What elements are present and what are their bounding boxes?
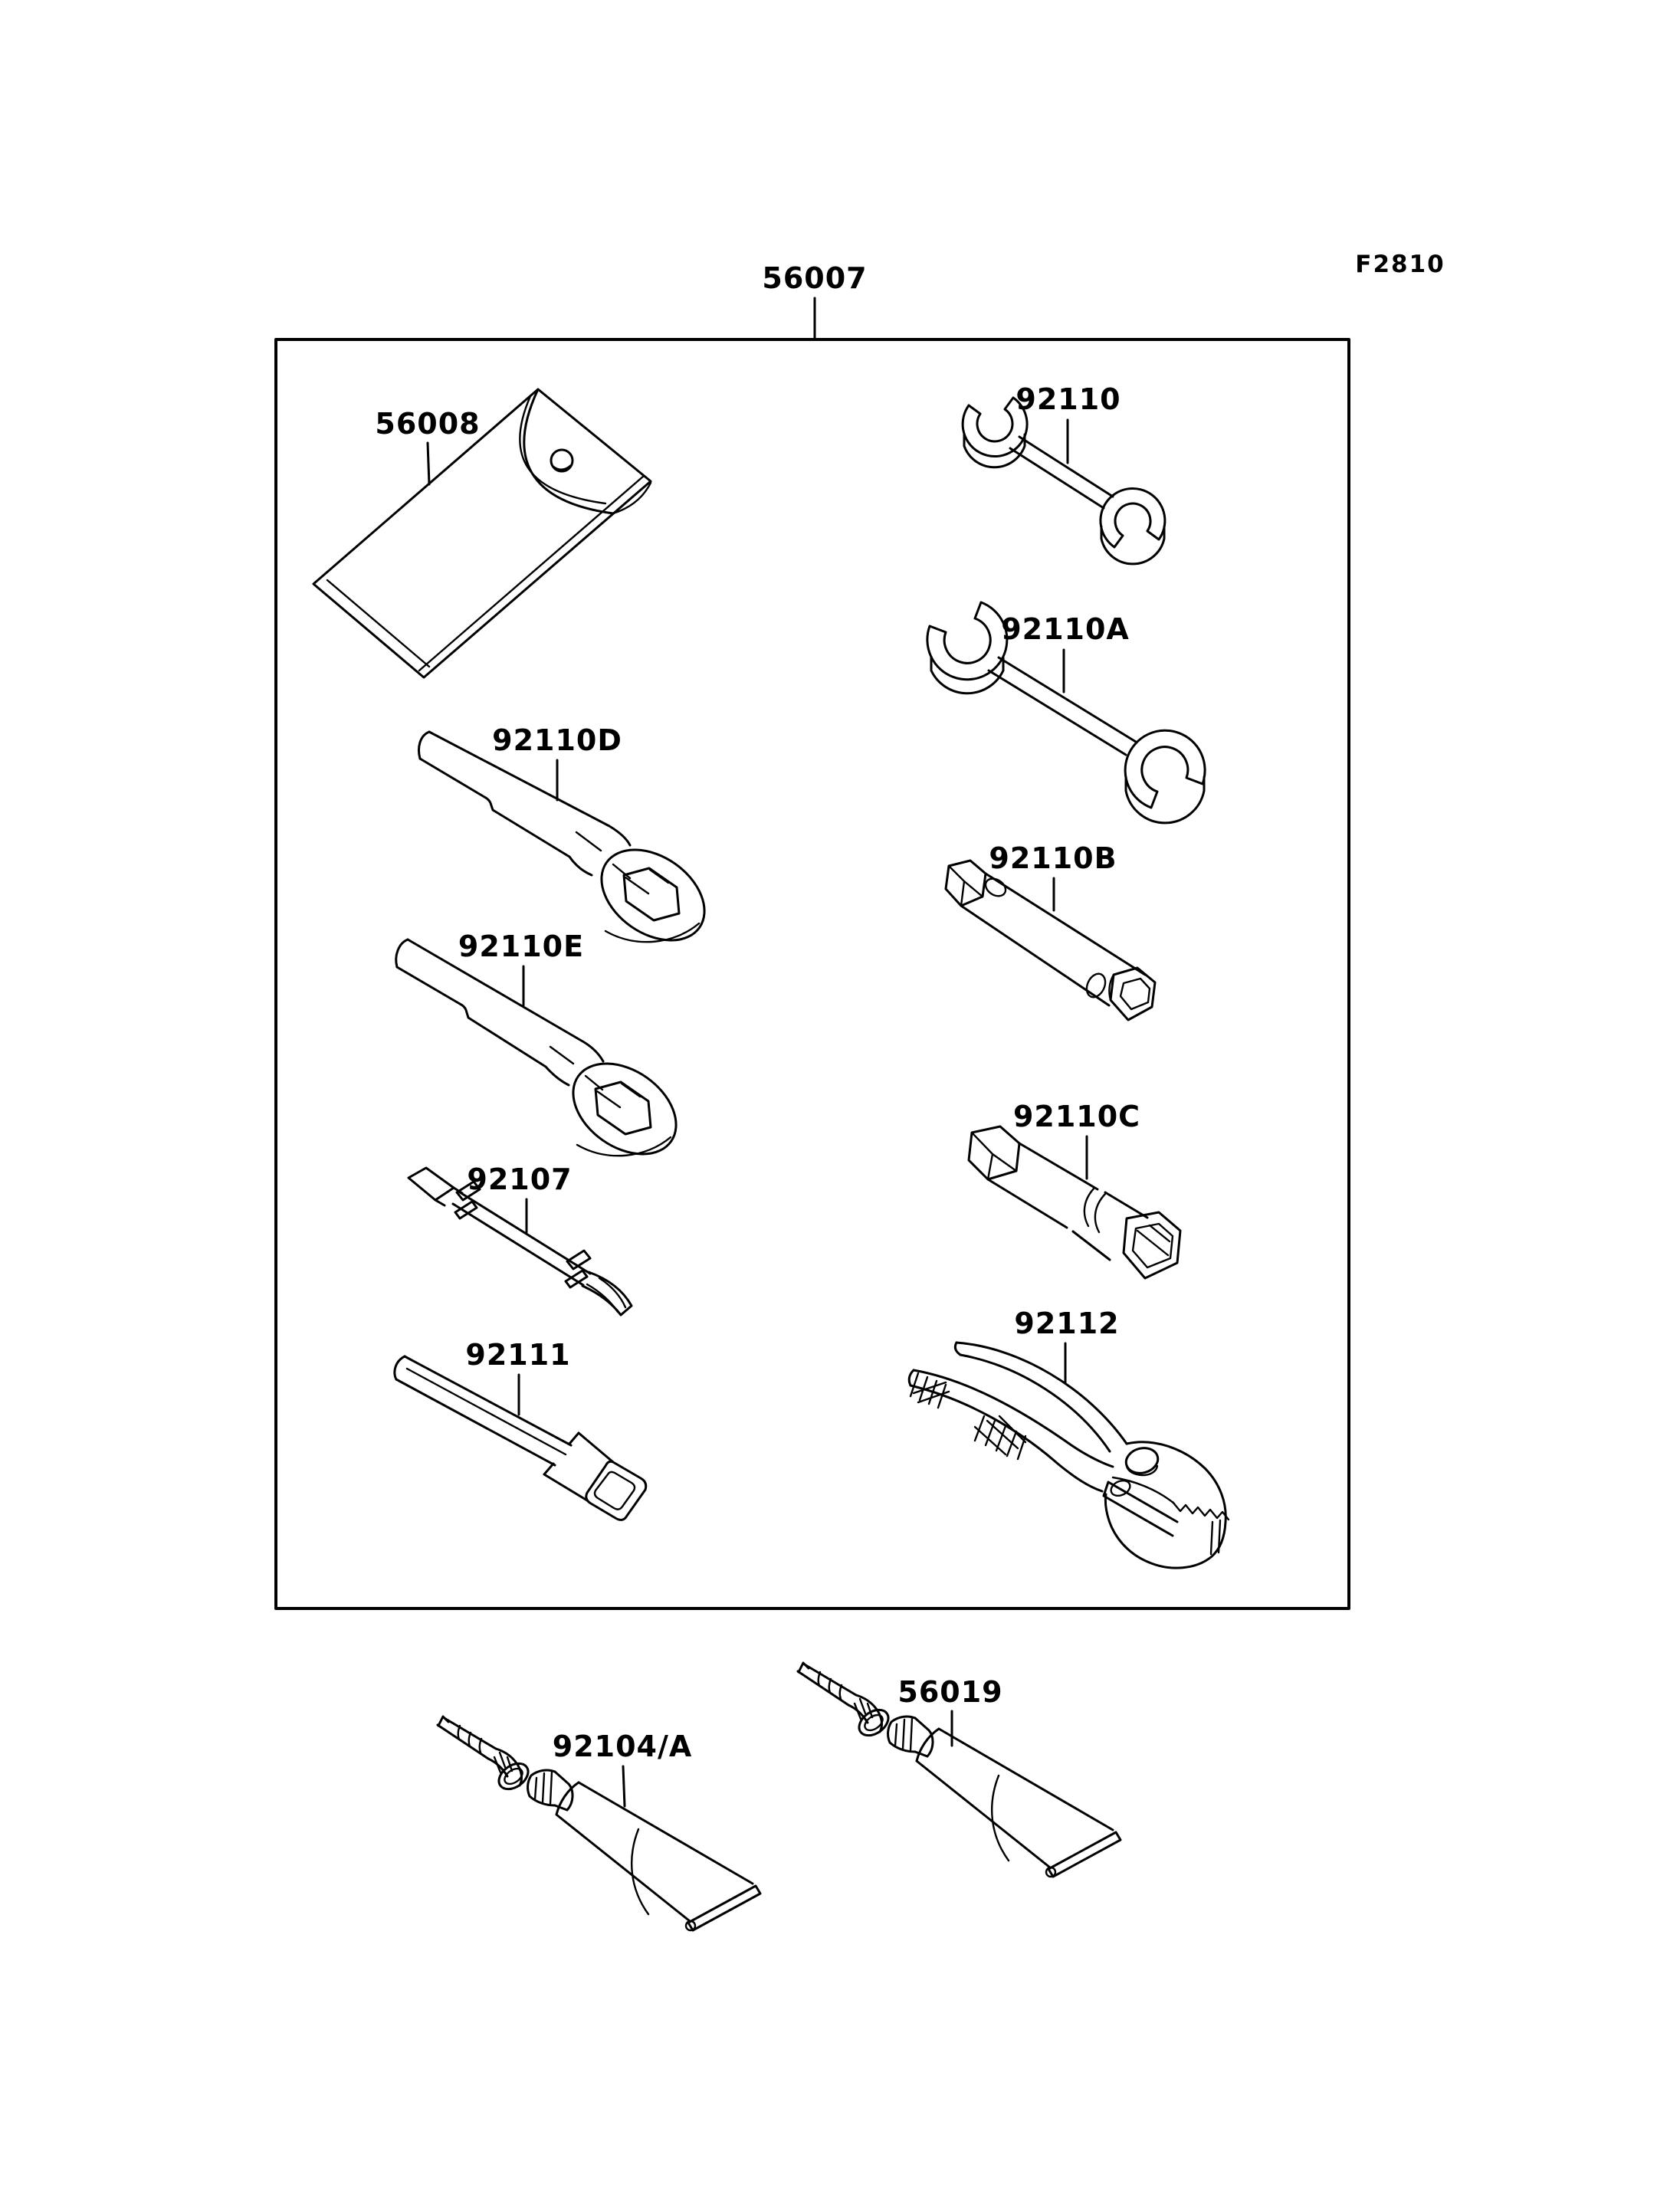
cap-flutes [535,1772,552,1804]
tube-body [556,1782,753,1921]
hex-socket-opening [1133,1224,1173,1267]
pouch-lip-right [419,476,644,671]
tool-pouch-56008 [313,389,651,677]
bar-end-cap [395,1356,405,1379]
bit-holder-92111 [395,1338,646,1520]
toolkit-border [276,339,1349,1608]
nose-face-lines [1211,1520,1220,1554]
plug-socket-92110c [969,1100,1180,1278]
wrench-open-92110a [927,602,1205,823]
wrench-shaft [989,657,1136,755]
tube-body [917,1729,1113,1867]
flat-blade [409,1168,454,1200]
tube-spanner-92110b [946,841,1155,1020]
lower-handle-cap [909,1370,914,1385]
nozzle-cone [798,1664,856,1705]
bar-hole-upper [983,875,1009,900]
jaw-teeth [1173,1502,1229,1520]
label-92112: 92112 [1014,1307,1120,1340]
pouch-outline [313,389,651,677]
label-92111: 92111 [465,1338,571,1372]
socket-collar [1084,1188,1105,1232]
toolkit-box [276,261,1349,1608]
cap-flutes [895,1718,912,1750]
upper-handle-cap [955,1343,960,1355]
nozzle-cone [438,1717,496,1759]
label-56008: 56008 [375,407,481,441]
ring-outer [556,1045,694,1173]
tube-92104a [438,1717,760,1930]
hex-hole [596,1082,651,1134]
socket-body-narrow [988,1143,1098,1228]
sleeve-edges [544,1433,613,1500]
phillips-flutes [587,1278,625,1312]
handle-bottom-edge [397,967,569,1085]
ring-outer [585,831,722,959]
tube-crimp [688,1886,760,1930]
bit-shaft [453,1192,590,1285]
label-92110b: 92110B [989,841,1117,875]
pouch-lip-left [327,580,429,667]
label-56007: 56007 [762,261,868,295]
leader-56008 [428,443,429,484]
bar-hole-lower [1083,971,1108,1000]
hex-hole [624,868,679,920]
hex-collar-2-top [567,1251,590,1269]
bar-highlight [407,1369,566,1454]
label-92110e: 92110E [458,930,585,963]
label-92110d: 92110D [492,723,622,757]
sleeve-mouth-inner [595,1472,635,1510]
tube-crimp [1048,1832,1121,1877]
wrench-open-92110 [963,382,1165,564]
label-92110: 92110 [1016,382,1121,416]
tube-fold [992,1776,1009,1861]
jaw-lower [1125,730,1205,808]
jaw-lower [1101,488,1165,547]
tube-56019 [798,1663,1121,1877]
handle-end-cap [396,939,408,967]
label-56019: 56019 [897,1675,1003,1709]
label-92104a: 92104/A [552,1730,693,1763]
hex-head [969,1126,1019,1179]
pliers-92112 [909,1307,1229,1568]
phillips-tip-outline [582,1272,632,1315]
wrench-box-92110e [396,930,694,1172]
upper-handle-inner [960,1355,1110,1451]
wrench-box-92110d [419,723,722,959]
slip-joint-slot [1104,1482,1177,1536]
jaw-upper [927,602,1007,680]
handle-bottom-edge [420,759,592,875]
tube-fold [632,1829,648,1914]
label-92107: 92107 [467,1162,573,1196]
label-92110a: 92110A [1001,612,1130,646]
wrench-shaft [1010,437,1113,508]
screwdriver-92107 [409,1162,632,1315]
neck-marks [550,1047,602,1090]
hex-end-opening [1121,979,1150,1009]
handle-end-cap [419,732,430,759]
label-92110c: 92110C [1012,1100,1141,1133]
head-outline [1105,1442,1226,1568]
figure-code: F2810 [1355,251,1445,278]
leader-92104a [623,1766,625,1806]
socket-body-wide [1073,1192,1147,1260]
